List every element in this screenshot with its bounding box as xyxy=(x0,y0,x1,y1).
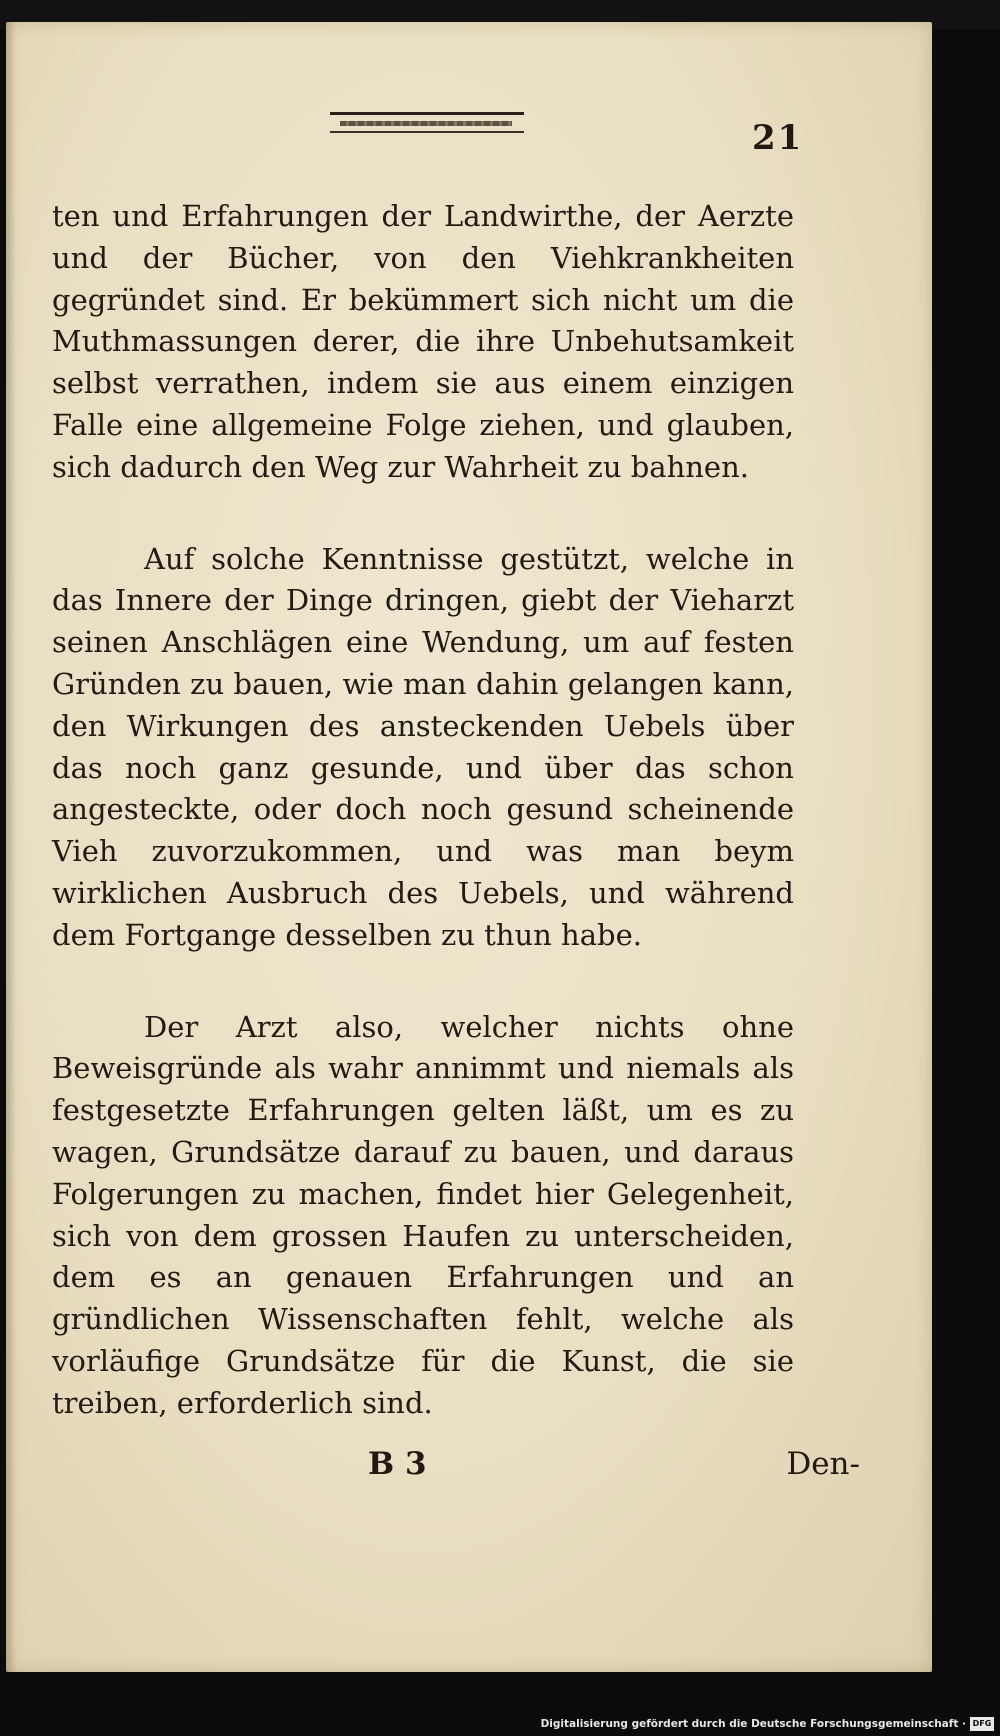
header-ornament xyxy=(340,121,512,126)
paragraph-continuation: ten und Erfahrungen der Landwirthe, der Aerzte und der Bücher, von den Viehkrankheiten gegründet sind. Er bekümmert sich nicht um die Muthmassungen derer, die ihre Unbehutsamkeit selbst verrathen, indem sie aus einem einzigen Falle eine allgemeine Folge ziehen, und glauben, sich dadurch den Weg zur Wahrheit zu bahnen. xyxy=(52,199,794,484)
digitization-credit: Digitalisierung gefördert durch die Deutsche Forschungsgemeinschaft · xyxy=(540,1718,966,1730)
header-rule-top xyxy=(330,112,524,115)
page-number: 21 xyxy=(752,118,804,158)
paragraph: Der Arzt also, welcher nichts ohne Beweisgründe als wahr annimmt und niemals als festgesetzte Erfahrungen gelten läßt, um es zu wagen, Grundsätze darauf zu bauen, und daraus Folgerungen zu machen, findet hier Gelegenheit, sich von dem grossen Haufen zu unterscheiden, dem es an genauen Erfahrungen und an gründlichen Wissenschaften fehlt, welche als vorläufige Grundsätze für die Kunst, die sie treiben, erforderlich sind. xyxy=(52,1009,794,1420)
dfg-logo: DFG xyxy=(970,1717,994,1731)
paragraph: Auf solche Kenntnisse gestützt, welche in das Innere der Dinge dringen, giebt der Vieharzt seinen Anschlägen eine Wendung, um auf festen Gründen zu bauen, wie man dahin gelangen kann, den Wirkungen des ansteckenden Uebels über das noch ganz gesunde, und über das schon angesteckte, oder doch noch gesund scheinende Vieh zuvorzukommen, und was man beym wirklichen Ausbruch des Uebels, und während dem Fortgange desselben zu thun habe. xyxy=(52,541,794,952)
header-rule-bottom xyxy=(330,131,524,133)
signature-mark: B 3 xyxy=(368,1446,427,1482)
page-edge-shadow xyxy=(6,22,16,1672)
catchword: Den- xyxy=(786,1446,860,1482)
page-body xyxy=(52,196,794,1475)
